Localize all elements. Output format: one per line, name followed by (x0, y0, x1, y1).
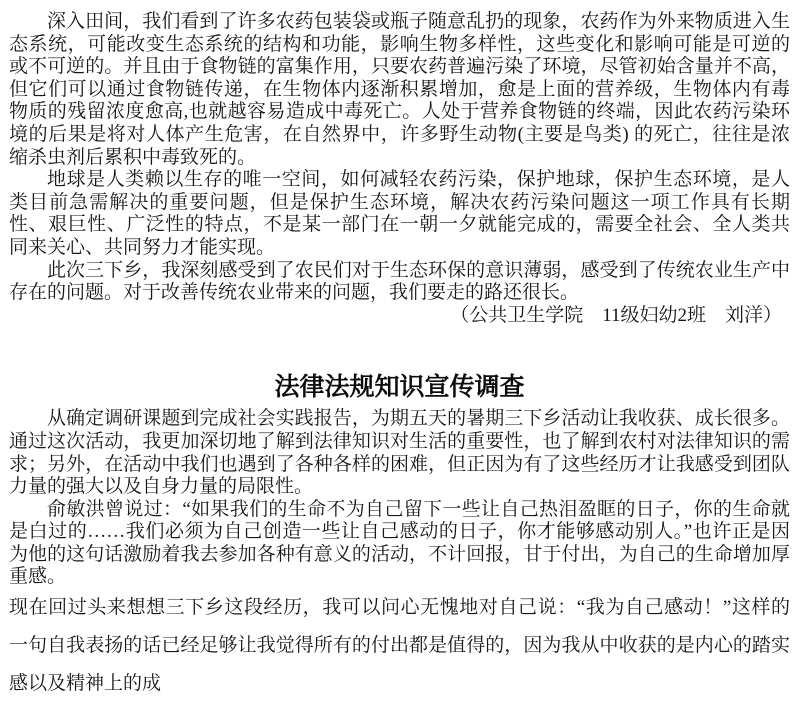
text-line: 物质的残留浓度愈高,也就越容易造成中毒死亡。人处于营养食物链的终端，因此农药污染环 (9, 101, 790, 123)
text-line: 俞敏洪曾说过：“如果我们的生命不为自己留下一些让自己热泪盈眶的日子，你的生命就 (47, 498, 790, 520)
text-line: 此次三下乡，我深刻感受到了农民们对于生态环保的意识薄弱，感受到了传统农业生产中 (47, 259, 790, 281)
text-line: 从确定调研课题到完成社会实践报告，为期五天的暑期三下乡活动让我收获、成长很多。 (47, 408, 790, 430)
paragraph-reflection (9, 589, 790, 703)
text-line: 通过这次活动，我更加深切地了解到法律知识对生活的重要性，也了解到农村对法律知识的需 (9, 430, 790, 452)
author-byline: （公共卫生学院 11级妇幼2班 刘洋） (450, 304, 782, 326)
text-line: 境的后果是将对人体产生危害，在自然界中，许多野生动物(主要是鸟类) 的死亡，往往是浓 (9, 123, 790, 145)
text-line: 为他的这句话激励着我去参加各种有意义的活动，不计回报，甘于付出，为自己的生命增加厚 (9, 543, 790, 565)
text-line: 重感。 (9, 566, 67, 588)
text-line: 缩杀虫剂后累积中毒致死的。 (9, 146, 257, 168)
text-line: 态系统，可能改变生态系统的结构和功能，影响生物多样性，这些变化和影响可能是可逆的 (9, 33, 790, 55)
text-line: 存在的问题。对于改善传统农业带来的问题，我们要走的路还很长。 (9, 282, 580, 304)
text-line: 性、艰巨性、广泛性的特点，不是某一部门在一朝一夕就能完成的，需要全社会、全人类共 (9, 214, 790, 236)
paragraph-earth (9, 169, 790, 259)
text-line: 但它们可以通过食物链传递，在生物体内逐渐积累增加，愈是上面的营养级，生物体内有毒 (9, 78, 790, 100)
text-line: 现在回过头来想想三下乡这段经历，我可以问心无愧地对自己说：“我为自己感动！”这样的 (9, 597, 790, 619)
text-line: 同来关心、共同努力才能实现。 (9, 236, 276, 258)
text-line: 感以及精神上的成 (9, 673, 162, 695)
paragraph-sanxiaxiang (9, 260, 790, 305)
text-line: 类目前急需解决的重要问题，但是保护生态环境，解决农药污染问题这一项工作具有长期 (9, 191, 790, 213)
paragraph-yuminhong-quote (9, 499, 790, 589)
paragraph-summary (9, 408, 790, 498)
text-line: 或不可逆的。并且由于食物链的富集作用，只要农药普遍污染了环境，尽管初始含量并不高， (9, 56, 790, 78)
paragraph-pesticide (9, 11, 790, 169)
text-line: 求；另外，在活动中我们也遇到了各种各样的困难，但正因为有了这些经历才让我感受到团队 (9, 453, 790, 475)
text-line: 一句自我表扬的话已经足够让我觉得所有的付出都是值得的，因为我从中收获的是内心的踏实 (9, 635, 790, 657)
text-line: 力量的强大以及自身力量的局限性。 (9, 476, 314, 498)
text-line: 深入田间，我们看到了许多农药包装袋或瓶子随意乱扔的现象，农药作为外来物质进入生 (47, 11, 790, 32)
text-line: 是白过的……我们必须为自己创造一些让自己感动的日子，你才能够感动别人。”也许正是因 (9, 521, 790, 543)
section-title: 法律法规知识宣传调查 (274, 373, 525, 402)
text-line: 地球是人类赖以生存的唯一空间，如何减轻农药污染，保护地球，保护生态环境，是人 (47, 169, 790, 191)
